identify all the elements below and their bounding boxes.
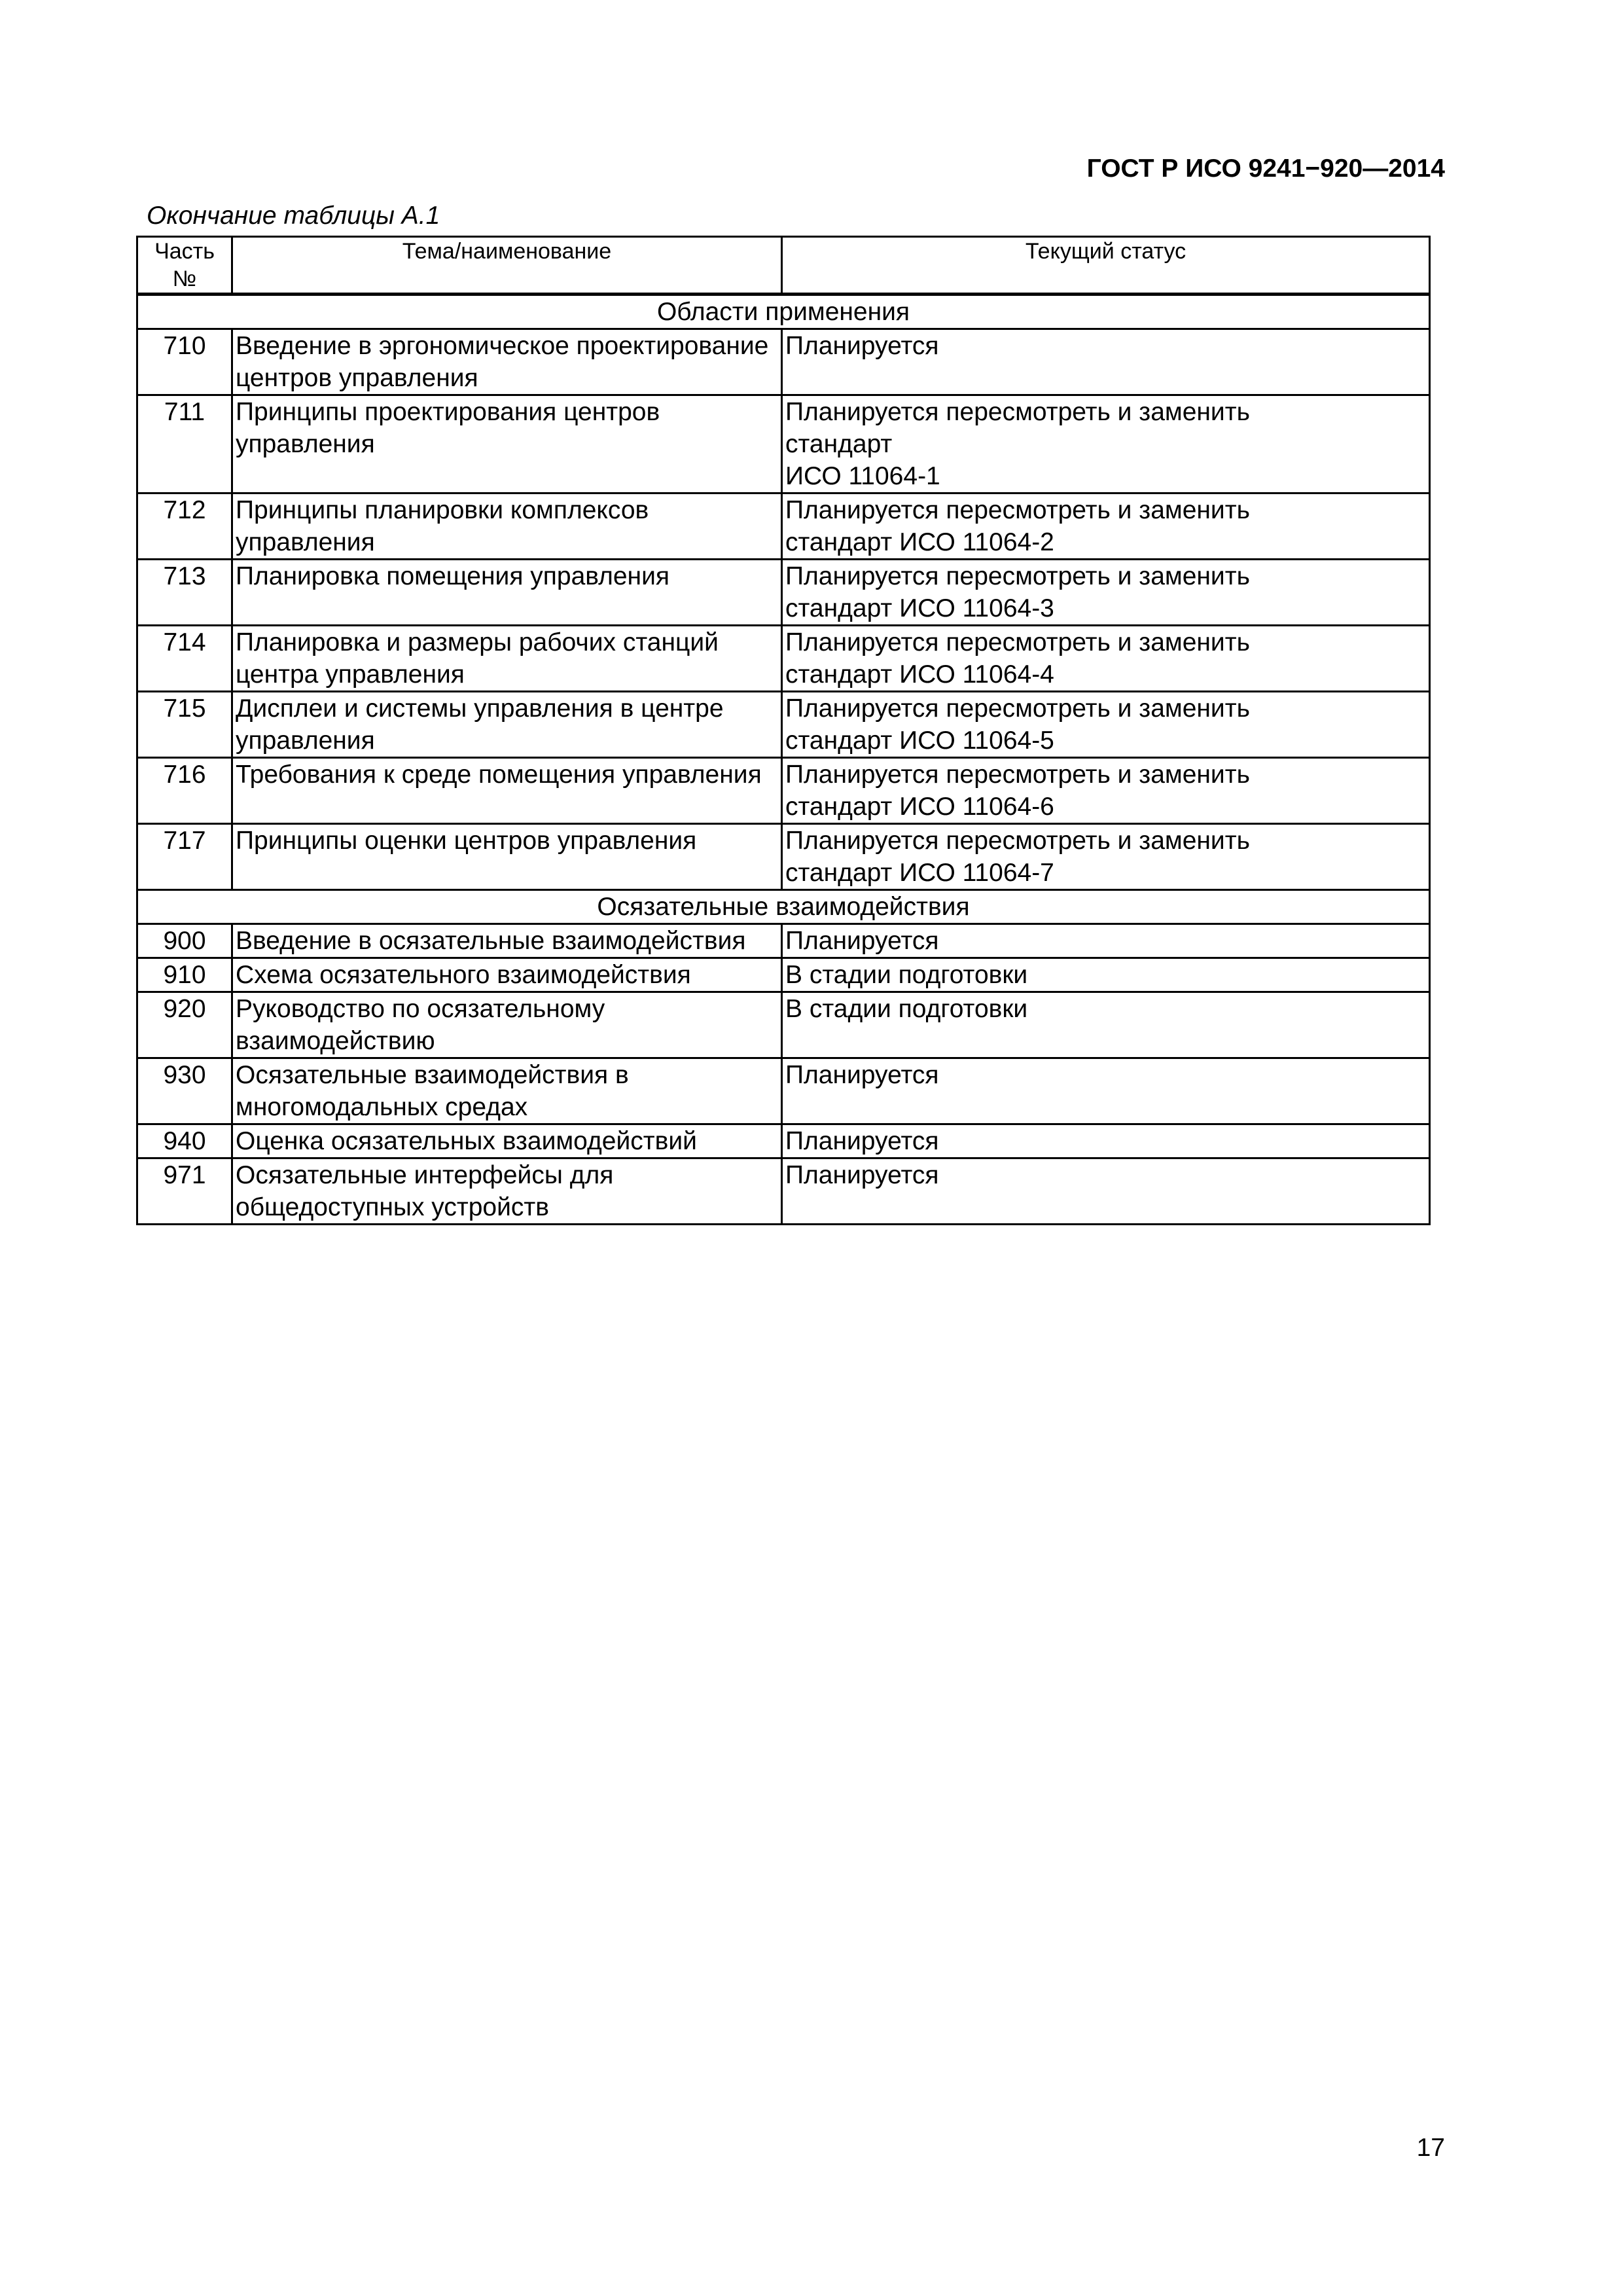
column-header-status: Текущий статус bbox=[782, 237, 1430, 295]
table-row bbox=[137, 329, 1430, 395]
status-line: Планируется пересмотреть и заменить bbox=[785, 694, 1250, 723]
status-line: Планируется пересмотреть и заменить bbox=[785, 761, 1250, 789]
table-header-row bbox=[137, 237, 1430, 295]
status-cell bbox=[782, 692, 1430, 758]
topic-cell: Оценка осязательных взаимодействий bbox=[232, 1124, 782, 1158]
table-caption: Окончание таблицы А.1 bbox=[147, 202, 440, 230]
status-line: Планируется пересмотреть и заменить bbox=[785, 562, 1250, 590]
table-row bbox=[137, 692, 1430, 758]
status-line: Планируется пересмотреть и заменить bbox=[785, 496, 1250, 524]
status-line: стандарт ИСО 11064-2 bbox=[785, 528, 1054, 556]
part-number: 900 bbox=[137, 924, 232, 958]
status-line: стандарт bbox=[785, 430, 893, 458]
table-row bbox=[137, 824, 1430, 890]
status-cell bbox=[782, 493, 1430, 560]
page-number: 17 bbox=[1416, 2134, 1445, 2162]
status-line: Планируется пересмотреть и заменить bbox=[785, 398, 1250, 426]
table-row bbox=[137, 1058, 1430, 1124]
status-cell bbox=[782, 395, 1430, 493]
status-cell: В стадии подготовки bbox=[782, 992, 1430, 1058]
part-number: 920 bbox=[137, 992, 232, 1058]
part-number: 710 bbox=[137, 329, 232, 395]
table-row bbox=[137, 1124, 1430, 1158]
topic-cell: Принципы планировки комплексов управления bbox=[232, 493, 782, 560]
status-line: Планируется пересмотреть и заменить bbox=[785, 827, 1250, 855]
part-number: 715 bbox=[137, 692, 232, 758]
part-number: 714 bbox=[137, 626, 232, 692]
status-cell bbox=[782, 626, 1430, 692]
topic-cell: Принципы оценки центров управления bbox=[232, 824, 782, 890]
topic-cell: Планировка помещения управления bbox=[232, 560, 782, 626]
status-line: стандарт ИСО 11064-5 bbox=[785, 726, 1054, 755]
topic-cell: Планировка и размеры рабочих станций центра управления bbox=[232, 626, 782, 692]
table-row bbox=[137, 992, 1430, 1058]
table-row bbox=[137, 924, 1430, 958]
topic-cell: Введение в осязательные взаимодействия bbox=[232, 924, 782, 958]
status-line: Планируется пересмотреть и заменить bbox=[785, 628, 1250, 656]
part-number: 712 bbox=[137, 493, 232, 560]
status-cell: Планируется bbox=[782, 329, 1430, 395]
part-number: 713 bbox=[137, 560, 232, 626]
table-row bbox=[137, 1158, 1430, 1225]
column-header-part-number bbox=[137, 237, 232, 295]
part-number: 930 bbox=[137, 1058, 232, 1124]
part-number: 716 bbox=[137, 758, 232, 824]
topic-cell: Дисплеи и системы управления в центре управления bbox=[232, 692, 782, 758]
topic-cell: Принципы проектирования центров управления bbox=[232, 395, 782, 493]
part-number: 971 bbox=[137, 1158, 232, 1225]
status-line: ИСО 11064-1 bbox=[785, 462, 940, 490]
column-header-number-sign: № bbox=[172, 266, 197, 291]
part-number: 940 bbox=[137, 1124, 232, 1158]
topic-cell: Осязательные взаимодействия в многомодальных средах bbox=[232, 1058, 782, 1124]
table-row bbox=[137, 626, 1430, 692]
column-header-part-label: Часть bbox=[154, 239, 215, 264]
section-title: Области применения bbox=[137, 295, 1430, 329]
status-cell: В стадии подготовки bbox=[782, 958, 1430, 992]
status-cell: Планируется bbox=[782, 1158, 1430, 1225]
table-row bbox=[137, 395, 1430, 493]
standards-status-table bbox=[136, 236, 1431, 1225]
section-title: Осязательные взаимодействия bbox=[137, 890, 1430, 924]
topic-cell: Введение в эргономическое проектирование центров управления bbox=[232, 329, 782, 395]
status-line: стандарт ИСО 11064-4 bbox=[785, 660, 1054, 689]
part-number: 910 bbox=[137, 958, 232, 992]
status-line: стандарт ИСО 11064-6 bbox=[785, 793, 1054, 821]
status-line: стандарт ИСО 11064-3 bbox=[785, 594, 1054, 622]
column-header-topic: Тема/наименование bbox=[232, 237, 782, 295]
status-cell: Планируется bbox=[782, 1058, 1430, 1124]
part-number: 711 bbox=[137, 395, 232, 493]
status-line: стандарт ИСО 11064-7 bbox=[785, 859, 1054, 887]
topic-cell: Осязательные интерфейсы для общедоступных устройств bbox=[232, 1158, 782, 1225]
table-row bbox=[137, 958, 1430, 992]
status-cell: Планируется bbox=[782, 924, 1430, 958]
topic-cell: Руководство по осязательному взаимодействию bbox=[232, 992, 782, 1058]
table-row bbox=[137, 493, 1430, 560]
status-cell bbox=[782, 758, 1430, 824]
section-row-application-areas bbox=[137, 295, 1430, 329]
status-cell: Планируется bbox=[782, 1124, 1430, 1158]
table-row bbox=[137, 560, 1430, 626]
part-number: 717 bbox=[137, 824, 232, 890]
status-cell bbox=[782, 824, 1430, 890]
document-code-header: ГОСТ Р ИСО 9241−920—2014 bbox=[1086, 154, 1445, 183]
topic-cell: Требования к среде помещения управления bbox=[232, 758, 782, 824]
topic-cell: Схема осязательного взаимодействия bbox=[232, 958, 782, 992]
status-cell bbox=[782, 560, 1430, 626]
table-row bbox=[137, 758, 1430, 824]
section-row-haptic-interactions bbox=[137, 890, 1430, 924]
